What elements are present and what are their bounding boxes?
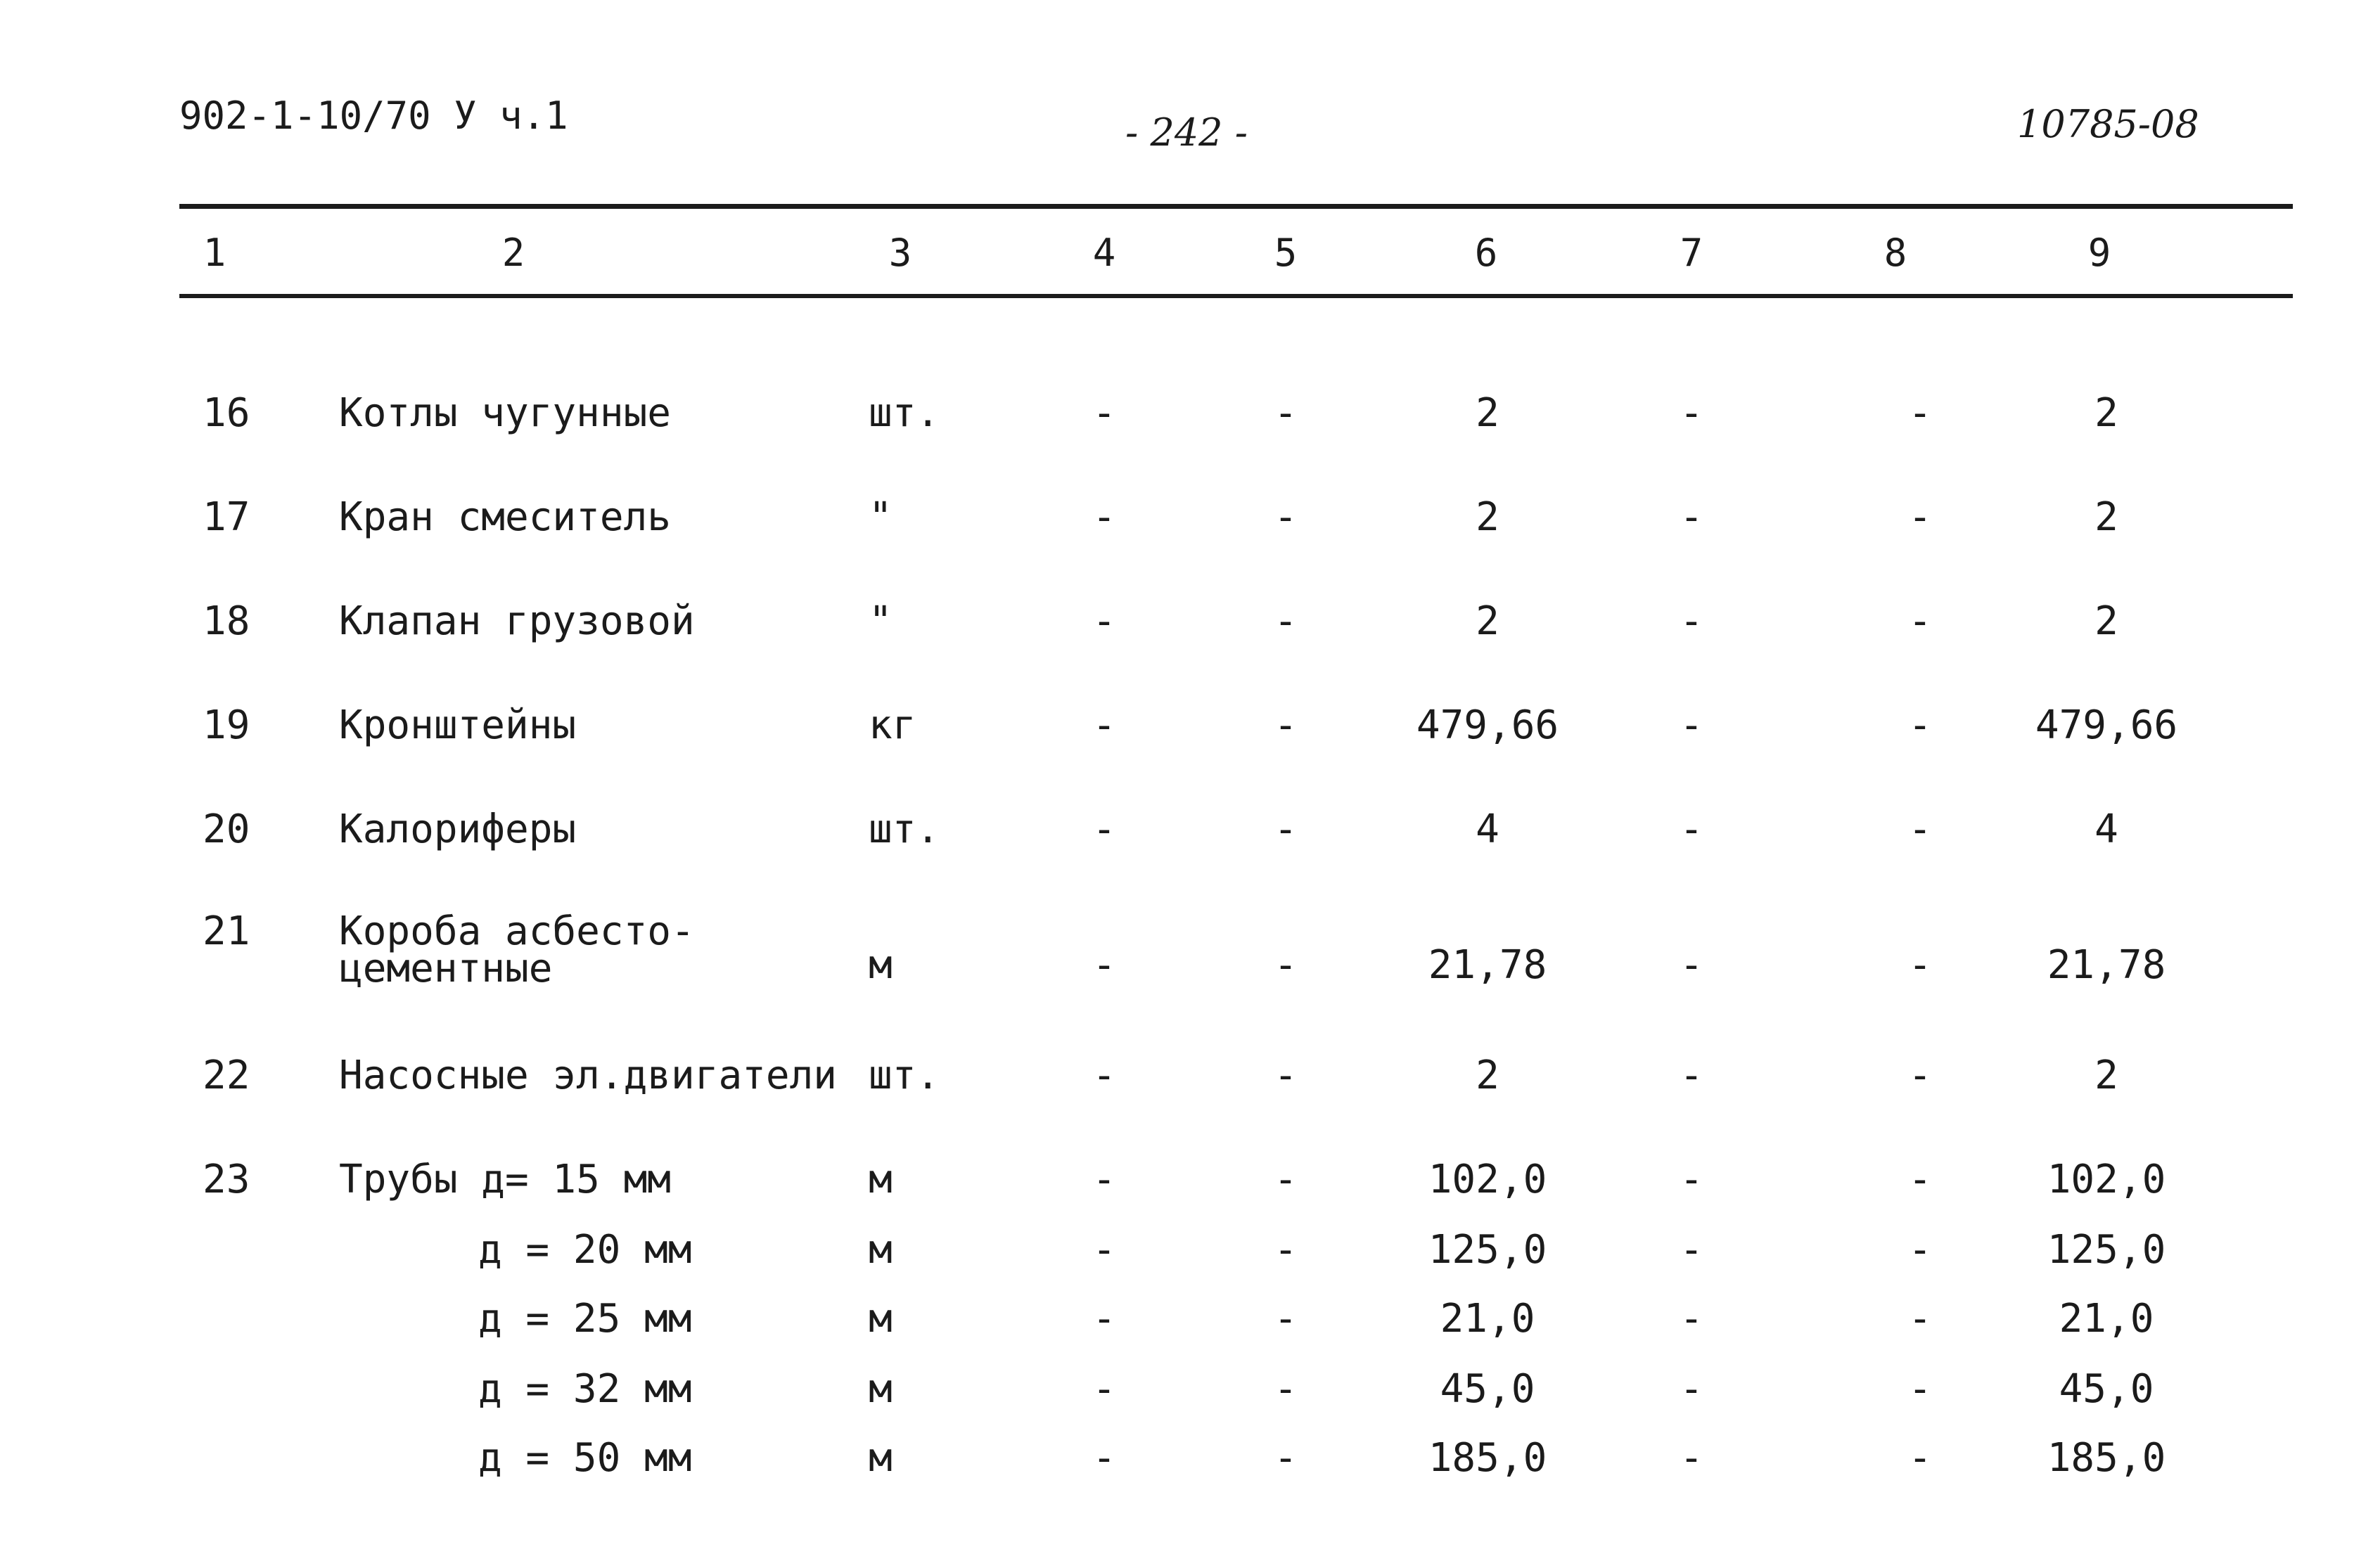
cell-c5: - xyxy=(1274,1435,1298,1481)
cell-c9: 185,0 xyxy=(2047,1435,2166,1481)
unit-of-measure: шт. xyxy=(869,807,940,852)
unit-of-measure: " xyxy=(869,494,893,540)
table-top-rule xyxy=(179,204,2293,209)
cell-c4: - xyxy=(1092,1157,1116,1202)
unit-of-measure: шт. xyxy=(869,390,940,436)
row-number: 23 xyxy=(203,1157,250,1202)
item-name: д = 25 мм xyxy=(478,1296,692,1342)
cell-c8: - xyxy=(1908,1366,1932,1412)
archive-stamp-number: 10785-08 xyxy=(2017,102,2199,146)
column-number: 1 xyxy=(203,231,226,275)
cell-c8: - xyxy=(1908,598,1932,644)
cell-c6: 2 xyxy=(1476,598,1499,644)
column-number: 8 xyxy=(1883,231,1907,275)
cell-c5: - xyxy=(1274,1157,1298,1202)
column-number: 5 xyxy=(1274,231,1298,275)
item-name: д = 32 мм xyxy=(478,1366,692,1412)
unit-of-measure: м xyxy=(869,1157,893,1202)
cell-c5: - xyxy=(1274,942,1298,988)
unit-of-measure: кг xyxy=(869,702,916,748)
column-number: 2 xyxy=(501,231,525,275)
unit-of-measure: м xyxy=(869,942,893,988)
cell-c8: - xyxy=(1908,1227,1932,1273)
cell-c7: - xyxy=(1680,598,1703,644)
cell-c9: 2 xyxy=(2094,598,2118,644)
cell-c6: 2 xyxy=(1476,390,1499,436)
cell-c7: - xyxy=(1680,1227,1703,1273)
row-number: 17 xyxy=(203,494,250,540)
cell-c6: 2 xyxy=(1476,494,1499,540)
cell-c8: - xyxy=(1908,942,1932,988)
row-number: 16 xyxy=(203,390,250,436)
cell-c7: - xyxy=(1680,942,1703,988)
column-number: 9 xyxy=(2087,231,2111,275)
cell-c4: - xyxy=(1092,1296,1116,1342)
cell-c6: 21,0 xyxy=(1440,1296,1535,1342)
cell-c7: - xyxy=(1680,1435,1703,1481)
cell-c5: - xyxy=(1274,1366,1298,1412)
cell-c6: 45,0 xyxy=(1440,1366,1535,1412)
cell-c6: 2 xyxy=(1476,1053,1499,1098)
cell-c4: - xyxy=(1092,390,1116,436)
unit-of-measure: шт. xyxy=(869,1053,940,1098)
cell-c8: - xyxy=(1908,1296,1932,1342)
cell-c4: - xyxy=(1092,1435,1116,1481)
cell-c4: - xyxy=(1092,1227,1116,1273)
cell-c9: 102,0 xyxy=(2047,1157,2166,1202)
cell-c7: - xyxy=(1680,1157,1703,1202)
cell-c5: - xyxy=(1274,1053,1298,1098)
column-number: 7 xyxy=(1680,231,1703,275)
page-number: - 242 - xyxy=(1125,110,1248,155)
cell-c7: - xyxy=(1680,1296,1703,1342)
cell-c7: - xyxy=(1680,1366,1703,1412)
unit-of-measure: " xyxy=(869,598,893,644)
cell-c4: - xyxy=(1092,598,1116,644)
cell-c9: 2 xyxy=(2094,390,2118,436)
cell-c4: - xyxy=(1092,702,1116,748)
cell-c7: - xyxy=(1680,1053,1703,1098)
item-name: Калориферы xyxy=(339,807,577,852)
cell-c6: 125,0 xyxy=(1428,1227,1547,1273)
cell-c9: 479,66 xyxy=(2035,702,2178,748)
cell-c4: - xyxy=(1092,1053,1116,1098)
row-number: 18 xyxy=(203,598,250,644)
cell-c9: 125,0 xyxy=(2047,1227,2166,1273)
item-name: д = 20 мм xyxy=(478,1227,692,1273)
unit-of-measure: м xyxy=(869,1227,893,1273)
cell-c8: - xyxy=(1908,702,1932,748)
row-number: 19 xyxy=(203,702,250,748)
item-name: д = 50 мм xyxy=(478,1435,692,1481)
cell-c8: - xyxy=(1908,1053,1932,1098)
cell-c6: 102,0 xyxy=(1428,1157,1547,1202)
column-number: 6 xyxy=(1474,231,1498,275)
cell-c5: - xyxy=(1274,1296,1298,1342)
cell-c7: - xyxy=(1680,702,1703,748)
item-name: Кран смеситель xyxy=(339,494,672,540)
unit-of-measure: м xyxy=(869,1435,893,1481)
cell-c7: - xyxy=(1680,390,1703,436)
cell-c5: - xyxy=(1274,1227,1298,1273)
unit-of-measure: м xyxy=(869,1366,893,1412)
cell-c7: - xyxy=(1680,807,1703,852)
cell-c8: - xyxy=(1908,1435,1932,1481)
cell-c8: - xyxy=(1908,1157,1932,1202)
cell-c5: - xyxy=(1274,598,1298,644)
column-number: 4 xyxy=(1092,231,1116,275)
cell-c9: 4 xyxy=(2094,807,2118,852)
cell-c4: - xyxy=(1092,942,1116,988)
cell-c9: 45,0 xyxy=(2059,1366,2154,1412)
cell-c8: - xyxy=(1908,494,1932,540)
cell-c9: 2 xyxy=(2094,494,2118,540)
cell-c5: - xyxy=(1274,702,1298,748)
cell-c5: - xyxy=(1274,390,1298,436)
cell-c8: - xyxy=(1908,390,1932,436)
cell-c6: 4 xyxy=(1476,807,1499,852)
row-number: 21 xyxy=(203,908,250,954)
cell-c8: - xyxy=(1908,807,1932,852)
cell-c6: 479,66 xyxy=(1416,702,1559,748)
item-name: Кронштейны xyxy=(339,702,577,748)
item-name-continued: цементные xyxy=(339,946,553,991)
item-name: Трубы д= 15 мм xyxy=(339,1157,672,1202)
cell-c9: 21,0 xyxy=(2059,1296,2154,1342)
table-header-rule xyxy=(179,294,2293,298)
cell-c9: 21,78 xyxy=(2047,942,2166,988)
cell-c5: - xyxy=(1274,494,1298,540)
cell-c7: - xyxy=(1680,494,1703,540)
cell-c5: - xyxy=(1274,807,1298,852)
unit-of-measure: м xyxy=(869,1296,893,1342)
cell-c4: - xyxy=(1092,1366,1116,1412)
item-name: Клапан грузовой xyxy=(339,598,695,644)
item-name: Насосные эл.двигатели xyxy=(339,1053,838,1098)
row-number: 22 xyxy=(203,1053,250,1098)
document-code: 902-1-10/70 У ч.1 xyxy=(179,94,568,138)
item-name: Котлы чугунные xyxy=(339,390,672,436)
cell-c6: 21,78 xyxy=(1428,942,1547,988)
cell-c4: - xyxy=(1092,807,1116,852)
cell-c9: 2 xyxy=(2094,1053,2118,1098)
column-number: 3 xyxy=(888,231,912,275)
item-name: Короба асбесто- xyxy=(339,908,695,954)
row-number: 20 xyxy=(203,807,250,852)
cell-c6: 185,0 xyxy=(1428,1435,1547,1481)
cell-c4: - xyxy=(1092,494,1116,540)
